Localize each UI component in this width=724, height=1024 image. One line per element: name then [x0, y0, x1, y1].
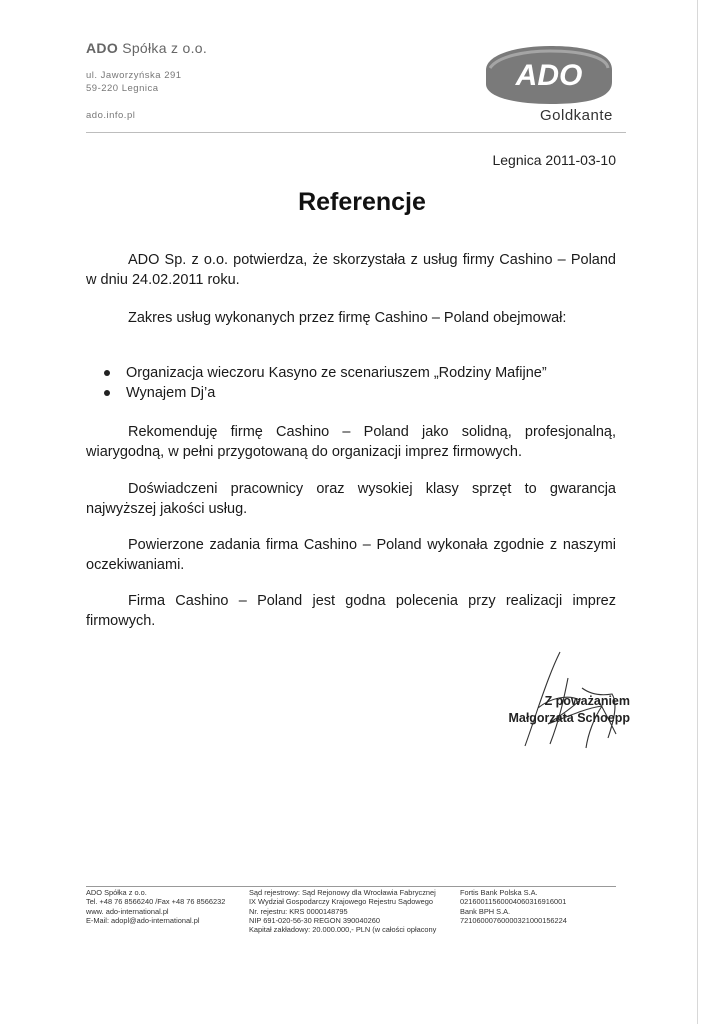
footer-bank: Fortis Bank Polska S.A. 02160011560004060316916001 Bank BPH S.A. 72106000760000321000156224 [460, 888, 567, 925]
company-website: ado.info.pl [86, 110, 136, 121]
scan-edge [697, 0, 698, 1024]
page-title: Referencje [298, 188, 426, 216]
footer-registry: Sąd rejestrowy: Sąd Rejonowy dla Wrocławia Fabrycznej IX Wydział Gospodarczy Krajowego Rejestru Sądowego Nr. rejestru: KRS 0000148795 NIP 691-020-56-30 REGON 390040260 Kapitał zakładowy: 20.000.000,- PLN (w całości opłacony [249, 888, 437, 935]
logo-text: ADO [515, 59, 583, 92]
paragraph-4: Doświadczeni pracownicy oraz wysokiej klasy sprzęt to gwarancja najwyższej jakości usług. [86, 481, 616, 517]
closing-text: Z poważaniem [544, 694, 630, 708]
paragraph-1: ADO Sp. z o.o. potwierdza, że skorzystała z usług firmy Cashino – Poland w dniu 24.02.2011 roku. [86, 252, 616, 288]
company-city: 59-220 Legnica [86, 83, 159, 94]
closing-block [508, 693, 630, 727]
services-list [104, 363, 624, 403]
ado-logo [478, 40, 620, 132]
paragraph-5: Powierzone zadania firma Cashino – Poland wykonała zgodnie z naszymi oczekiwaniami. [86, 537, 616, 573]
list-item: Wynajem Dj’a [104, 383, 624, 403]
list-item: Organizacja wieczoru Kasyno ze scenariuszem „Rodziny Mafijne” [104, 363, 624, 383]
paragraph-2: Zakres usług wykonanych przez firmę Cashino – Poland obejmował: [128, 310, 567, 326]
bullet-icon [104, 370, 110, 376]
signer-name: Małgorzata Schoepp [508, 711, 630, 725]
paragraph-3: Rekomenduję firmę Cashino – Poland jako solidną, profesjonalną, wiarygodną, w pełni przygotowaną do organizacji imprez firmowych. [86, 424, 616, 460]
company-street: ul. Jaworzyńska 291 [86, 70, 182, 81]
footer-contact: ADO Spółka z o.o. Tel. +48 76 8566240 /Fax +48 76 8566232 www. ado-international.pl E-Mail: adopl@ado-international.pl [86, 888, 226, 925]
bullet-icon [104, 390, 110, 396]
paragraph-6: Firma Cashino – Poland jest godna polecenia przy realizacji imprez firmowych. [86, 593, 616, 629]
letter-date: Legnica 2011-03-10 [492, 152, 616, 168]
company-name: ADO Spółka z o.o. [86, 40, 208, 56]
ado-logo-mark [478, 40, 620, 110]
header-divider [86, 132, 626, 133]
footer-divider [86, 886, 616, 887]
logo-subtitle: Goldkante [540, 107, 613, 124]
